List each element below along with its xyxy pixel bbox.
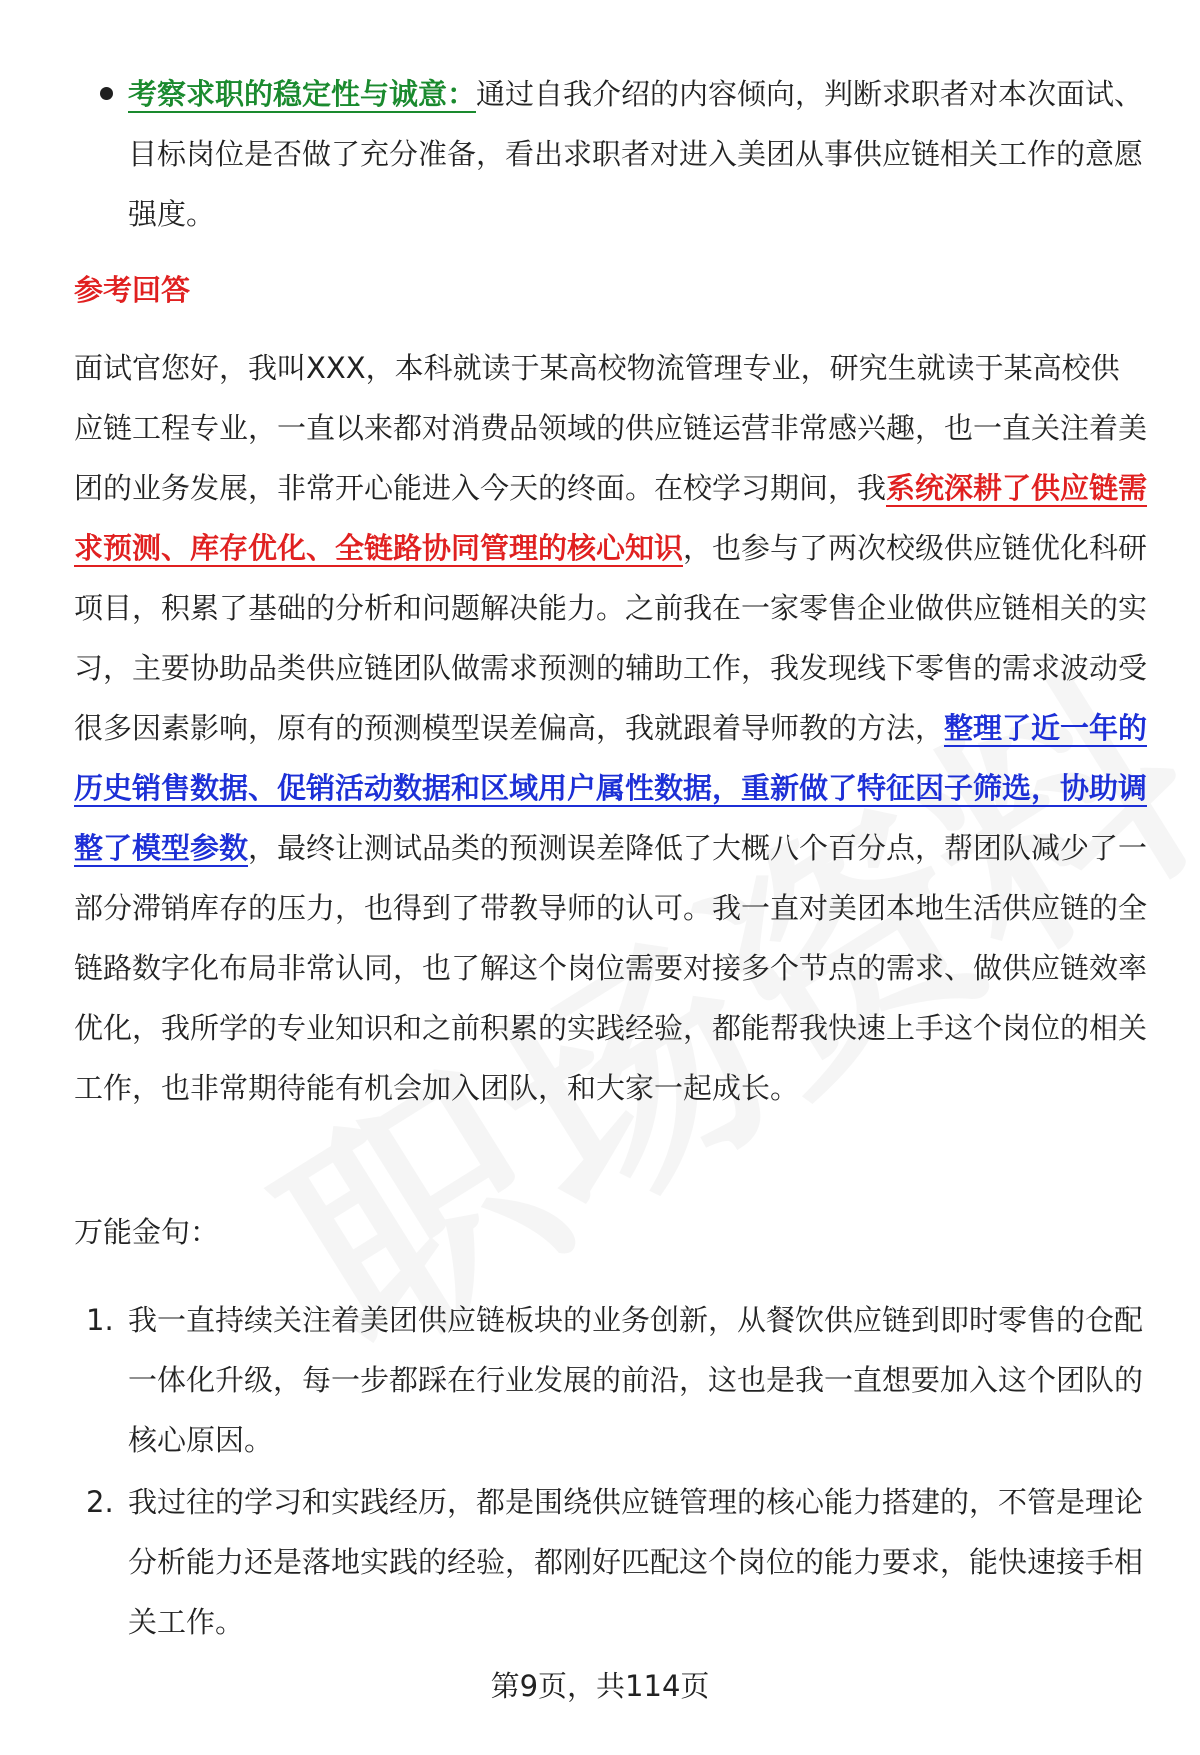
bullet-dot-icon xyxy=(100,87,113,100)
answer-highlight-red: 系统深耕了供应链需求预测、库存优化、全链路协同管理的核心知识 xyxy=(74,471,1148,565)
quote-list xyxy=(86,1290,1148,1652)
bullet-text: 通过自我介绍的内容倾向，判断求职者对本次面试、目标岗位是否做了充分准备，看出求职者对进入美团从事供应链相关工作的意愿强度。 xyxy=(128,77,1144,231)
list-item xyxy=(86,1290,1148,1470)
answer-paragraph xyxy=(74,338,1148,1118)
bullet-item xyxy=(128,64,1148,244)
answer-heading: 参考回答 xyxy=(74,273,191,307)
list-item-text: 我一直持续关注着美团供应链板块的业务创新，从餐饮供应链到即时零售的仓配一体化升级，每一步都踩在行业发展的前沿，这也是我一直想要加入这个团队的核心原因。 xyxy=(128,1303,1144,1457)
bullet-label: 考察求职的稳定性与诚意： xyxy=(128,77,477,111)
answer-highlight-blue: 整理了近一年的历史销售数据、促销活动数据和区域用户属性数据，重新做了特征因子筛选，协助调整了模型参数 xyxy=(74,711,1148,865)
answer-text-3: ，最终让测试品类的预测误差降低了大概八个百分点，帮团队减少了一部分滞销库存的压力，也得到了带教导师的认可。我一直对美团本地生活供应链的全链路数字化布局非常认同，也了解这个岗位需要对接多个节点的需求、做供应链效率优化，我所学的专业知识和之前积累的实践经验，都能帮我快速上手这个岗位的相关工作，也非常期待能有机会加入团队，和大家一起成长。 xyxy=(74,831,1148,1105)
list-item-number: 2. xyxy=(86,1485,114,1519)
quotes-heading: 万能金句： xyxy=(74,1215,220,1249)
page-number: 第9页，共114页 xyxy=(490,1669,710,1703)
answer-text-2: ，也参与了两次校级供应链优化科研项目，积累了基础的分析和问题解决能力。之前我在一家零售企业做供应链相关的实习，主要协助品类供应链团队做需求预测的辅助工作，我发现线下零售的需求波动受很多因素影响，原有的预测模型误差偏高，我就跟着导师教的方法， xyxy=(74,531,1148,745)
list-item xyxy=(86,1472,1148,1652)
list-item-text: 我过往的学习和实践经历，都是围绕供应链管理的核心能力搭建的，不管是理论分析能力还是落地实践的经验，都刚好匹配这个岗位的能力要求，能快速接手相关工作。 xyxy=(128,1485,1144,1639)
answer-text-1: 面试官您好，我叫XXX，本科就读于某高校物流管理专业，研究生就读于某高校供应链工程专业，一直以来都对消费品领域的供应链运营非常感兴趣，也一直关注着美团的业务发展，非常开心能进入今天的终面。在校学习期间，我 xyxy=(74,351,1148,505)
list-item-number: 1. xyxy=(86,1303,114,1337)
